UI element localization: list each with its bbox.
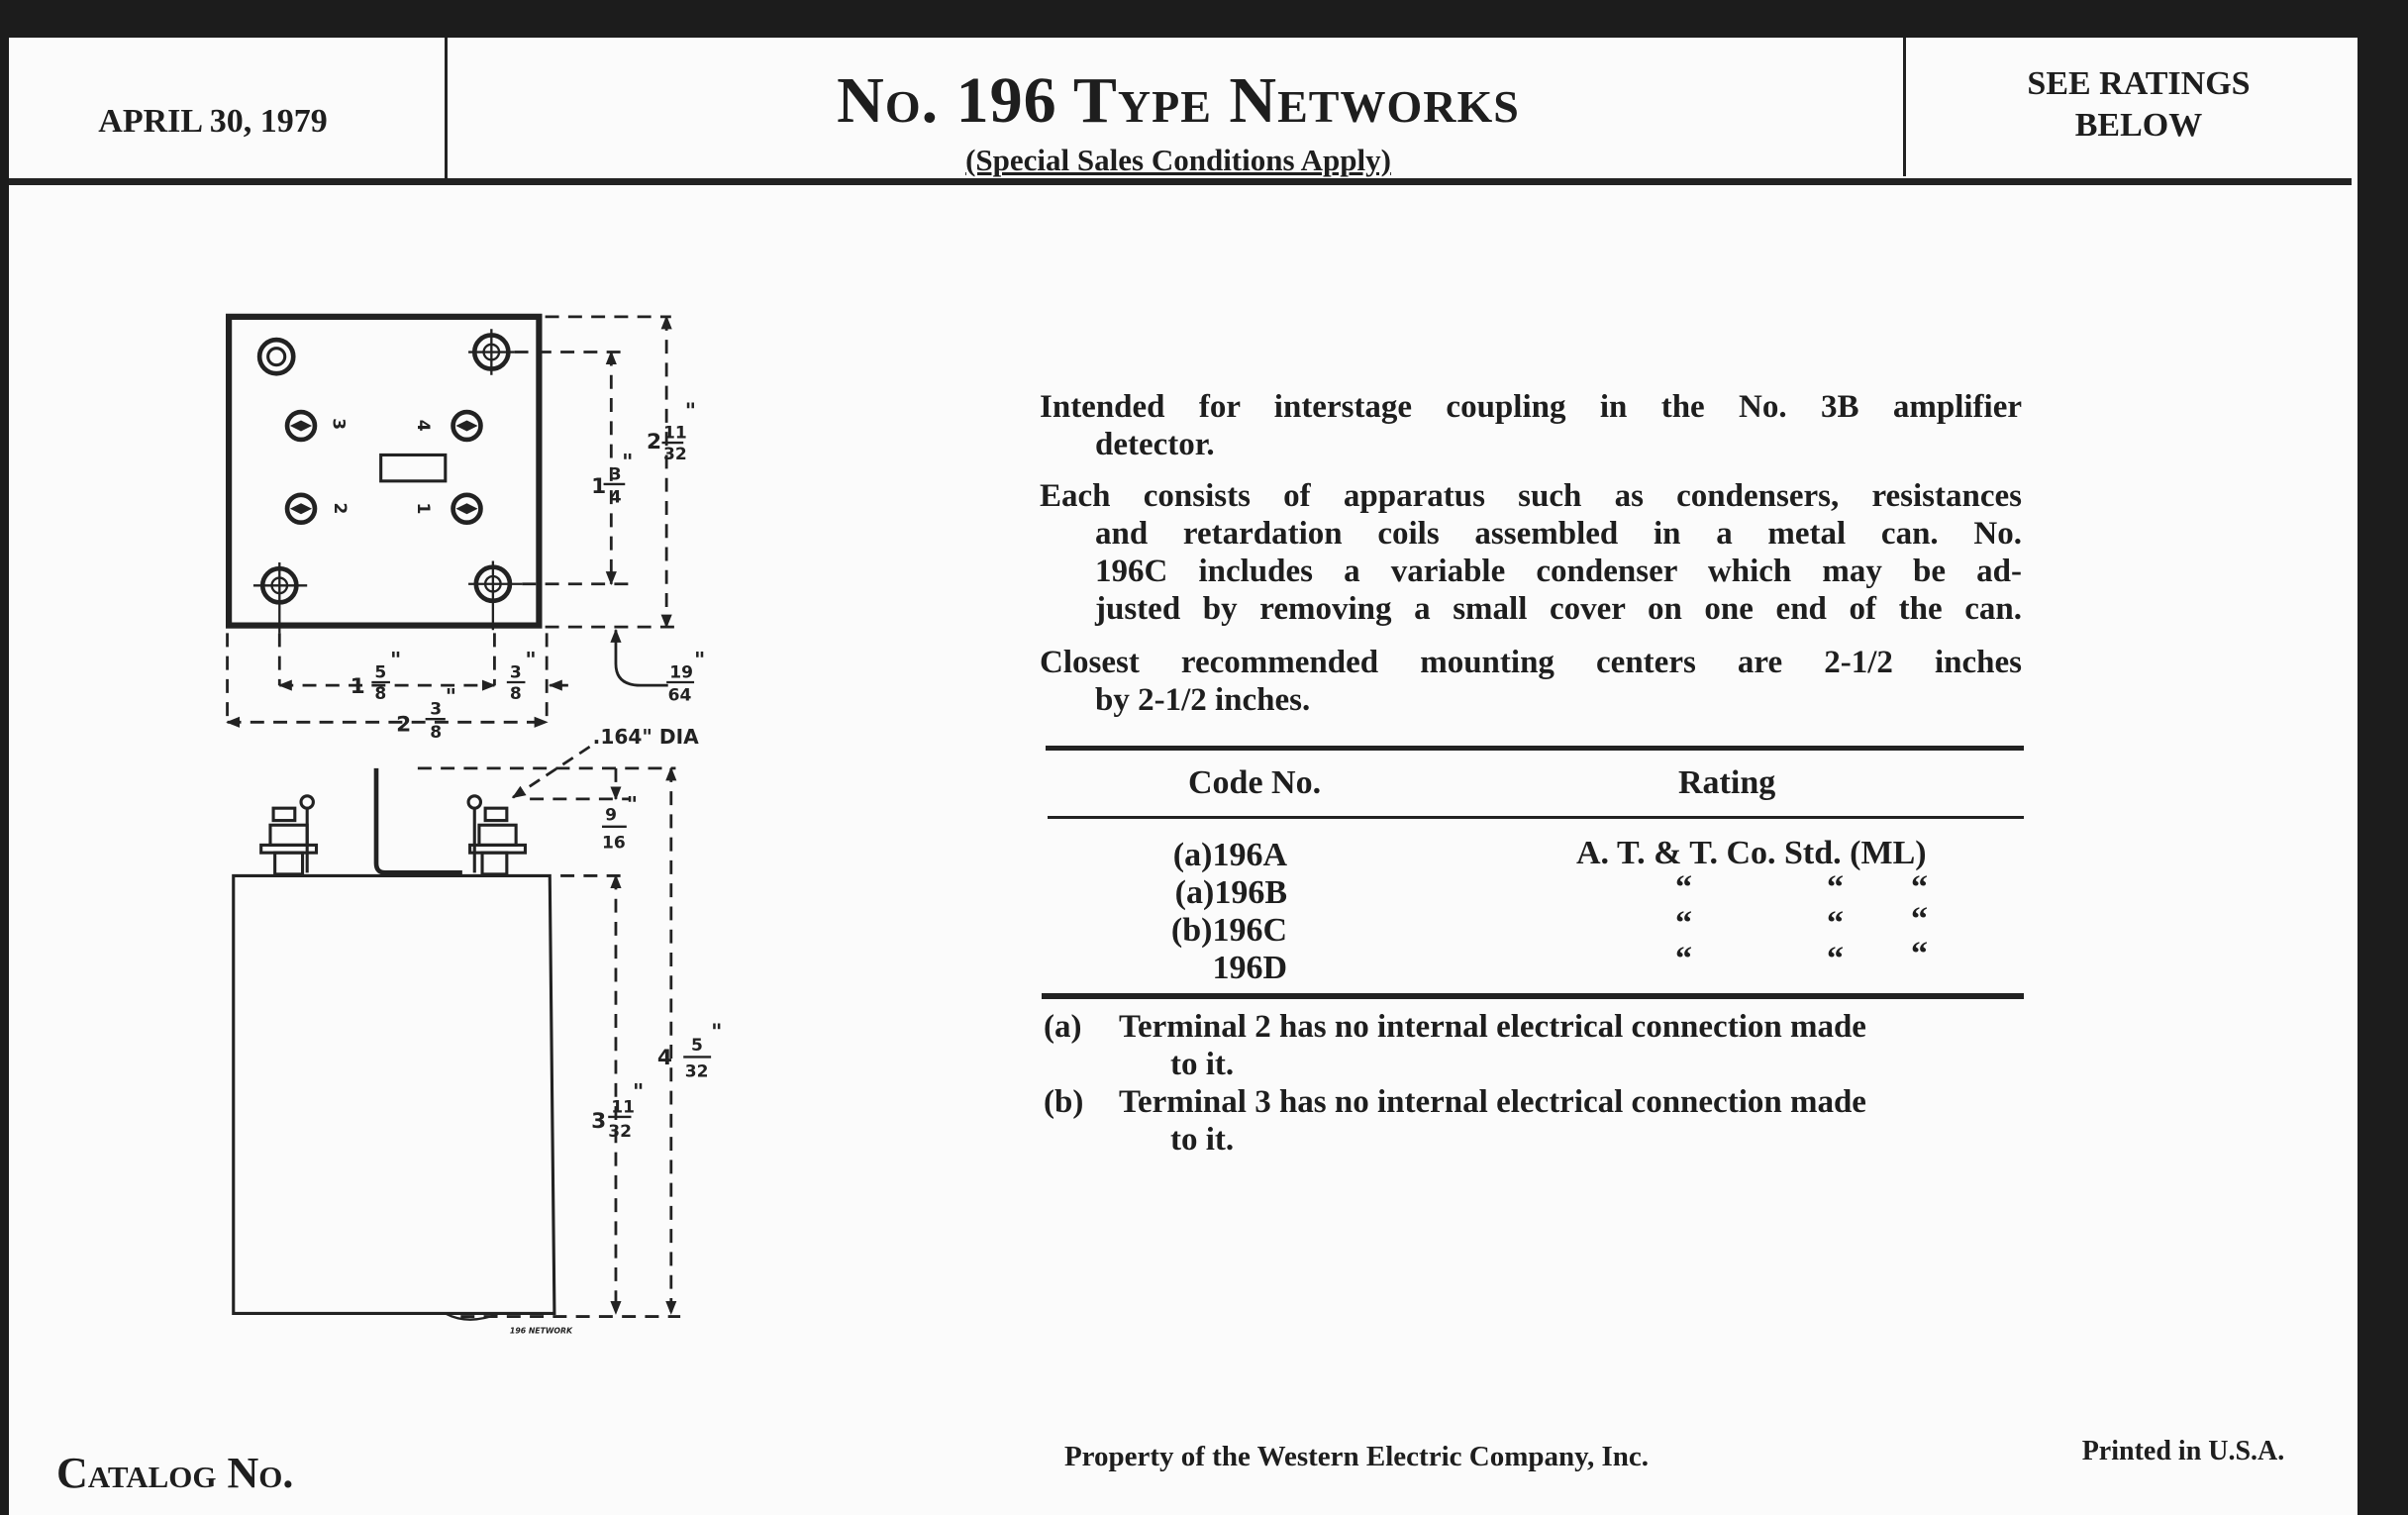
svg-text:1: 1 xyxy=(591,474,607,500)
svg-text:": " xyxy=(694,648,706,673)
svg-text:11: 11 xyxy=(663,423,687,444)
issue-date: APRIL 30, 1979 xyxy=(98,103,328,140)
ditto-mark: “ xyxy=(1911,869,1928,906)
hole-diameter-label: .164" DIA xyxy=(592,725,699,750)
mounting-stud-icon xyxy=(259,340,293,373)
dim-mounting-horizontal xyxy=(351,648,402,704)
table-row-code: (a)196B xyxy=(1174,874,1287,911)
svg-text:8: 8 xyxy=(509,684,522,705)
svg-text:64: 64 xyxy=(667,685,692,706)
dim-mounting-vertical xyxy=(591,450,633,507)
dim-total-height xyxy=(657,1020,723,1082)
svg-text:3: 3 xyxy=(609,464,622,485)
terminal-post-icon xyxy=(468,796,525,874)
svg-text:": " xyxy=(633,1079,645,1105)
svg-text:": " xyxy=(389,648,402,673)
column-header-rating: Rating xyxy=(1678,764,1776,801)
svg-text:32: 32 xyxy=(608,1122,632,1143)
dim-overall-height xyxy=(647,399,696,464)
footnote-text: Terminal 2 has no internal electrical connection made xyxy=(1119,1009,1866,1045)
ditto-mark: “ xyxy=(1911,901,1928,938)
svg-text:8: 8 xyxy=(430,722,443,743)
property-notice: Property of the Western Electric Company, Inc. xyxy=(1063,1441,1650,1472)
text-line: by 2-1/2 inches. xyxy=(1095,682,1311,718)
terminal-label: 2 xyxy=(330,502,351,515)
ratings-note-line: BELOW xyxy=(2074,107,2203,144)
terminal-icon xyxy=(287,495,315,523)
printed-in: Printed in U.S.A. xyxy=(2081,1436,2285,1466)
text-line: 196C includes a variable condenser which may be ad- xyxy=(1095,554,2022,589)
terminal-icon xyxy=(453,495,481,523)
terminal-icon xyxy=(287,412,315,440)
svg-text:": " xyxy=(525,648,537,673)
terminal-label: 4 xyxy=(412,419,433,432)
text-line: detector. xyxy=(1095,427,1215,462)
page-title: No. 196 Type Networks xyxy=(837,64,1520,137)
ratings-note-line: SEE RATINGS xyxy=(2027,65,2251,102)
svg-text:3: 3 xyxy=(509,662,522,683)
page-subtitle: (Special Sales Conditions Apply) xyxy=(965,143,1391,177)
text-line: Intended for interstage coupling in the No. 3B amplifier xyxy=(1040,389,2022,425)
footnote-label: (a) xyxy=(1044,1009,1082,1045)
catalog-number-label: Catalog No. xyxy=(56,1449,294,1497)
dim-flange xyxy=(666,648,705,705)
svg-text:": " xyxy=(711,1019,723,1045)
mounting-stud-icon xyxy=(468,560,522,630)
svg-text:5: 5 xyxy=(374,662,387,683)
svg-text:19: 19 xyxy=(669,662,693,683)
terminal-post-icon xyxy=(261,796,317,874)
column-header-code: Code No. xyxy=(1188,764,1322,801)
svg-text:5: 5 xyxy=(690,1036,703,1057)
svg-text:2: 2 xyxy=(396,712,412,738)
terminal-label: 3 xyxy=(328,418,349,431)
terminal-label: 1 xyxy=(412,502,433,515)
text-line: Each consists of apparatus such as condensers, resistances xyxy=(1040,478,2022,514)
svg-text:8: 8 xyxy=(374,684,387,705)
svg-text:16: 16 xyxy=(602,833,626,854)
svg-text:4: 4 xyxy=(656,1046,672,1071)
svg-text:1: 1 xyxy=(350,673,365,699)
dim-overall-width xyxy=(396,685,456,743)
svg-text:3: 3 xyxy=(591,1108,607,1134)
svg-text:": " xyxy=(622,450,634,475)
ditto-mark: “ xyxy=(1827,869,1844,906)
svg-text:": " xyxy=(626,792,639,818)
dim-edge-offset xyxy=(507,648,537,704)
adjustment-cover xyxy=(381,454,446,480)
table-row-code: (a)196A xyxy=(1172,837,1287,873)
ditto-mark: “ xyxy=(1911,936,1928,972)
svg-text:": " xyxy=(684,399,697,425)
dim-can-height xyxy=(591,1079,644,1142)
text-line: Closest recommended mounting centers are 2-1/2 inches xyxy=(1040,645,2022,680)
svg-text:4: 4 xyxy=(609,487,622,508)
footnote-text: Terminal 3 has no internal electrical connection made xyxy=(1119,1084,1866,1120)
ditto-mark: “ xyxy=(1675,869,1692,906)
terminal-icon xyxy=(453,412,481,440)
svg-text:3: 3 xyxy=(430,699,443,720)
ditto-mark: “ xyxy=(1675,905,1692,942)
mounting-stud-icon xyxy=(468,329,515,375)
svg-text:11: 11 xyxy=(611,1097,636,1118)
svg-text:": " xyxy=(445,684,457,710)
dim-terminal-height xyxy=(602,792,638,853)
ditto-mark: “ xyxy=(1675,941,1692,977)
ditto-mark: “ xyxy=(1827,941,1844,977)
footnote-label: (b) xyxy=(1044,1084,1084,1120)
footnote-text: to it. xyxy=(1170,1047,1235,1082)
table-row-code: (b)196C xyxy=(1170,912,1287,949)
svg-text:9: 9 xyxy=(605,805,617,826)
text-line: and retardation coils assembled in a metal can. No. xyxy=(1095,516,2022,552)
drawing-caption: 196 NETWORK xyxy=(509,1326,573,1336)
text-line: justed by removing a small cover on one end of the can. xyxy=(1095,591,2022,627)
svg-text:32: 32 xyxy=(684,1061,709,1082)
table-row-rating: A. T. & T. Co. Std. (ML) xyxy=(1576,835,1927,871)
svg-text:2: 2 xyxy=(646,430,662,455)
table-row-code: 196D xyxy=(1212,950,1287,986)
ditto-mark: “ xyxy=(1827,905,1844,942)
footnote-text: to it. xyxy=(1170,1122,1235,1158)
svg-text:32: 32 xyxy=(663,445,687,465)
